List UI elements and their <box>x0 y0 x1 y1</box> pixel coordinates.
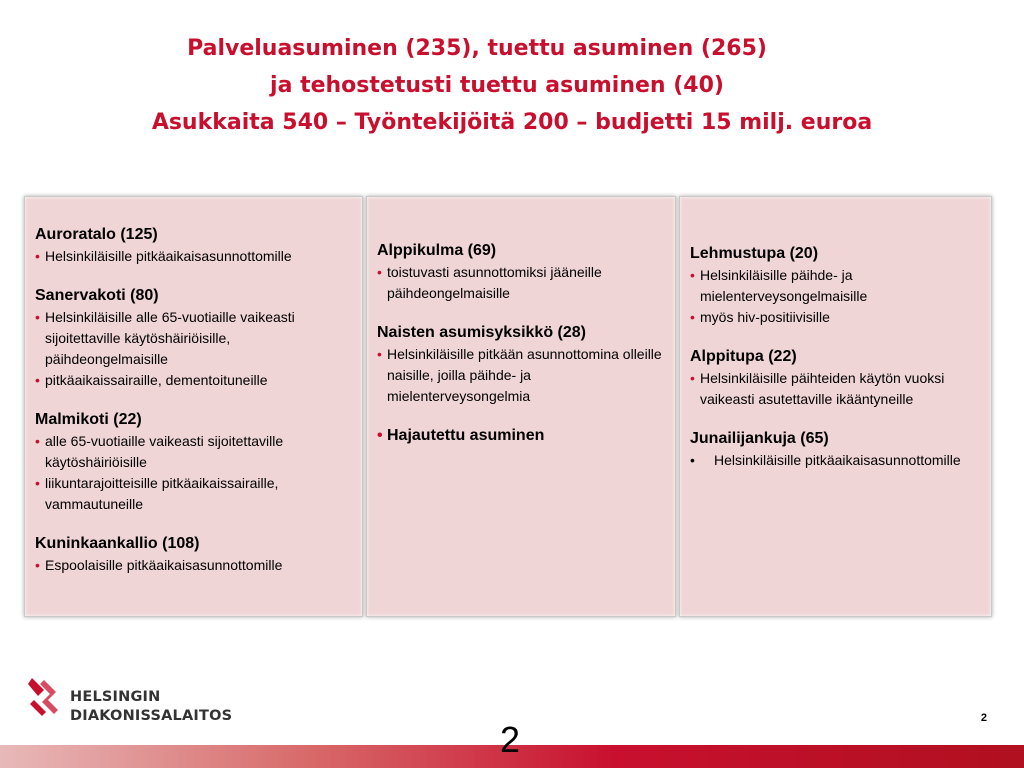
kuninkaankallio-item-1: • Espoolaisille pitkäaikaisasunnottomille <box>35 555 356 576</box>
junailijankuja-item-1: • Helsinkiläisille pitkäaikaisasunnottomille <box>690 450 985 471</box>
sanervakoti-item-1: • Helsinkiläisille alle 65-vuotiaille vaikeasti sijoitettaville käytöshäiriöisille, päihdeongelmaisille <box>35 307 356 370</box>
title-line-3: Asukkaita 540 – Työntekijöitä 200 – budjetti 15 milj. euroa <box>151 110 873 135</box>
panel-left <box>24 196 363 617</box>
title-line-1: Palveluasuminen (235), tuettu asuminen (265) <box>187 36 767 61</box>
kuninkaankallio-heading: Kuninkaankallio (108) <box>35 535 200 552</box>
panel-middle <box>366 196 676 617</box>
alppitupa-item-1: • Helsinkiläisille päihteiden käytön vuoksi vaikeasti asutettaville ikääntyneille <box>690 368 985 410</box>
auroratalo-heading: Auroratalo (125) <box>35 226 158 243</box>
sanervakoti-item-2: • pitkäaikaissairaille, dementoituneille <box>35 370 356 391</box>
page-number-small: 2 <box>980 712 987 724</box>
junailijankuja-heading: Junailijankuja (65) <box>690 430 829 447</box>
logo-line-2: DIAKONISSALAITOS <box>70 708 233 724</box>
naisten-asumisyksikko-item-1: • Helsinkiläisille pitkään asunnottomina olleille naisille, joilla päihde- ja mielenterveysongelmia <box>377 344 669 407</box>
logo-text <box>70 688 232 726</box>
hajautettu-asuminen-item: • Hajautettu asuminen <box>377 425 669 446</box>
malmikoti-heading: Malmikoti (22) <box>35 411 142 428</box>
logo-line-1: HELSINGIN <box>70 689 161 705</box>
alppikulma-item-1: • toistuvasti asunnottomiksi jääneille päihdeongelmaisille <box>377 262 669 304</box>
title-line-2: ja tehostetusti tuettu asuminen (40) <box>270 73 724 98</box>
page-number-large: 2 <box>500 719 521 760</box>
lehmustupa-heading: Lehmustupa (20) <box>690 245 819 262</box>
malmikoti-item-2: • liikuntarajoitteisille pitkäaikaissairaille, vammautuneille <box>35 473 356 515</box>
auroratalo-item-1: • Helsinkiläisille pitkäaikaisasunnottomille <box>35 246 356 267</box>
alppikulma-heading: Alppikulma (69) <box>377 242 497 259</box>
panel-right <box>679 196 992 617</box>
naisten-asumisyksikko-heading: Naisten asumisyksikkö (28) <box>377 324 586 341</box>
alppitupa-heading: Alppitupa (22) <box>690 348 797 365</box>
sanervakoti-heading: Sanervakoti (80) <box>35 287 159 304</box>
malmikoti-item-1: • alle 65-vuotiaille vaikeasti sijoitettaville käytöshäiriöisille <box>35 431 356 473</box>
lehmustupa-item-2: • myös hiv-positiivisille <box>690 307 985 328</box>
slide-title <box>0 30 1024 141</box>
lehmustupa-item-1: • Helsinkiläisille päihde- ja mielenterveysongelmaisille <box>690 265 985 307</box>
